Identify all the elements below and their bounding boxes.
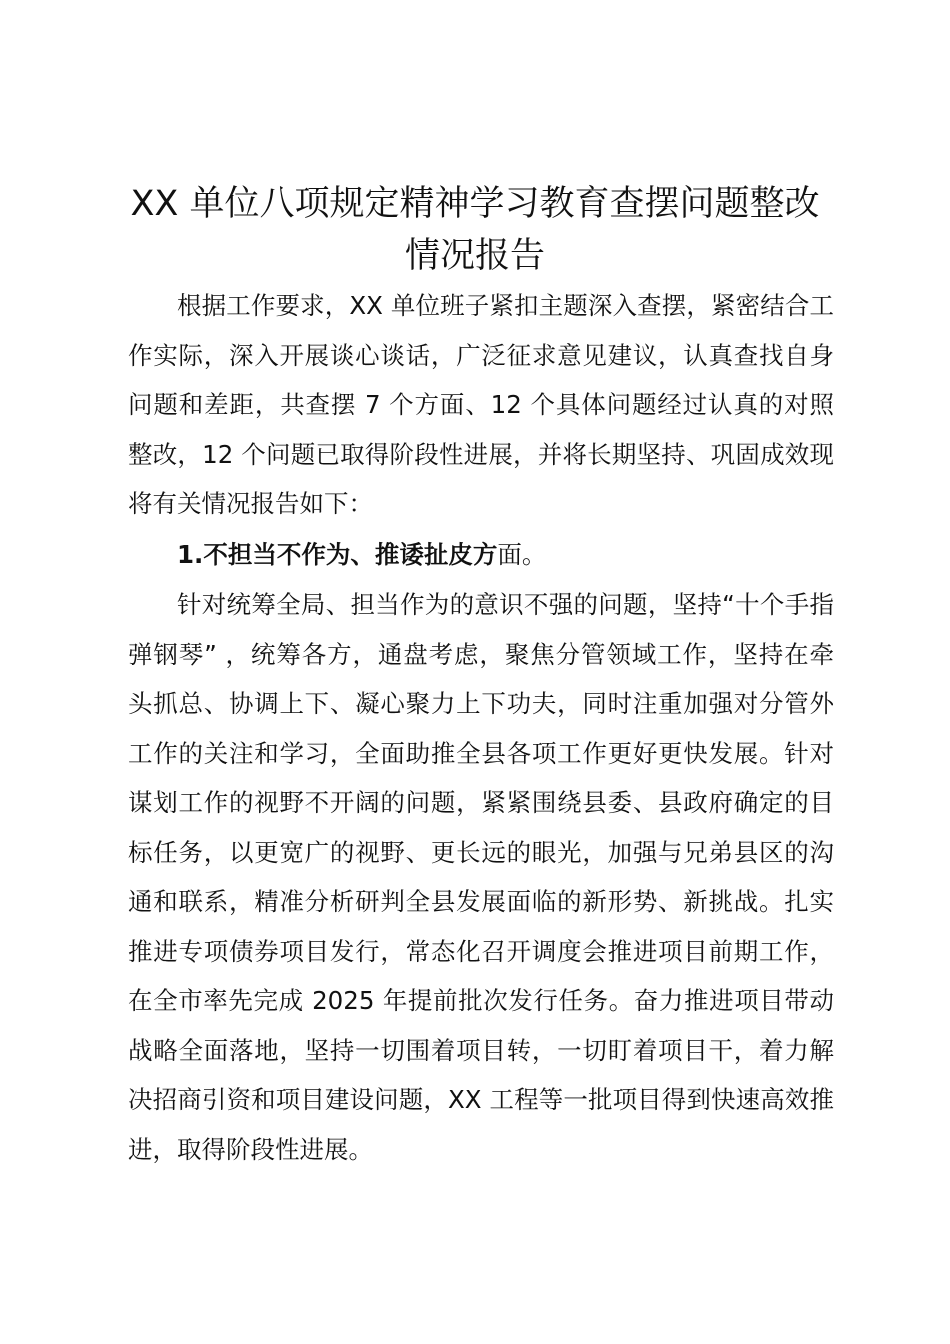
section-1-heading [128,530,834,580]
section-1-heading-tail: 面。 [497,540,547,569]
document-title: XX 单位八项规定精神学习教育查摆问题整改情况报告 [130,184,820,276]
section-1-heading-bold: 1.不担当不作为、推诿扯皮方 [177,540,498,569]
section-1-paragraph: 针对统筹全局、担当作为的意识不强的问题，坚持“十个手指弹钢琴” ，统筹各方，通盘考虑，聚焦分管领域工作，坚持在牵头抓总、协调上下、凝心聚力上下功夫，同时注重加强对分管外工作的关注和学习，全面助推全县各项工作更好更快发展。针对谋划工作的视野不开阔的问题，紧紧围绕县委、县政府确定的目标任务，以更宽广的视野、更长远的眼光，加强与兄弟县区的沟通和联系，精准分析研判全县发展面临的新形势、新挑战。扎实推进专项债券项目发行，常态化召开调度会推进项目前期工作，在全市率先完成 2025 年提前批次发行任务。奋力推进项目带动战略全面落地，坚持一切围着项目转，一切盯着项目干，着力解决招商引资和项目建设问题，XX 工程等一批项目得到快速高效推进，取得阶段性进展。 [128,590,834,1164]
intro-paragraph: 根据工作要求，XX 单位班子紧扣主题深入查摆，紧密结合工作实际，深入开展谈心谈话，广泛征求意见建议，认真查找自身问题和差距，共查摆 7 个方面、12 个具体问题经过认真的对照整改，12 个问题已取得阶段性进展，并将长期坚持、巩固成效现将有关情况报告如下： [128,291,834,518]
